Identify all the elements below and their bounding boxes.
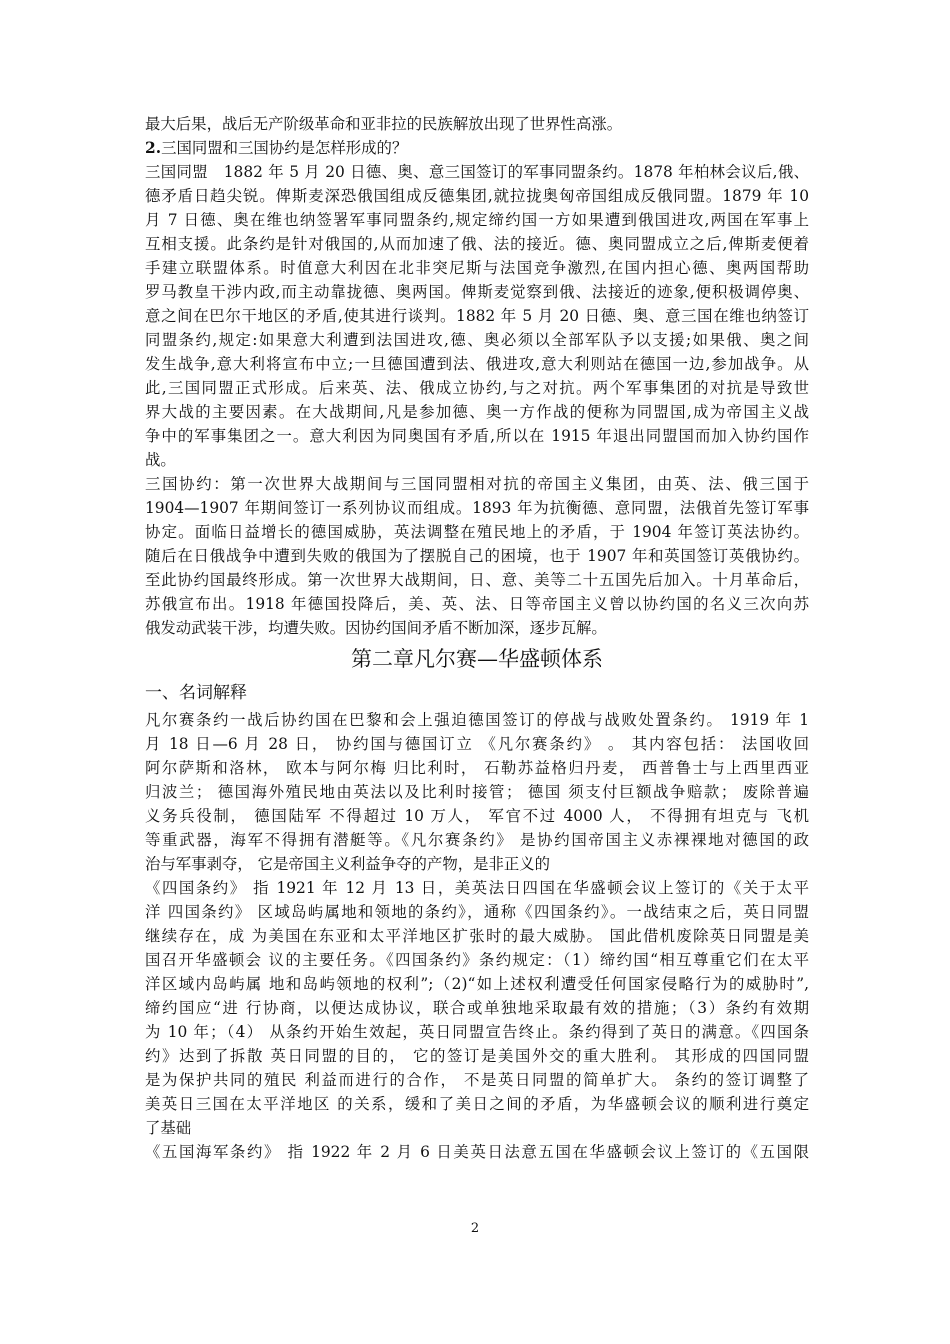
page-number: 2: [470, 1221, 480, 1236]
paragraph-line: 为 10 年；（4） 从条约开始生效起，英日同盟宣告终止。条约得到了英日的满意。《四国条: [145, 1023, 809, 1041]
intro-line: 最大后果，战后无产阶级革命和亚非拉的民族解放出现了世界性高涨。: [145, 115, 623, 133]
paragraph-line: 治与军事剥夺， 它是帝国主义利益争夺的产物，是非正义的: [145, 855, 551, 873]
paragraph-line: 了基础: [145, 1119, 192, 1137]
question-heading: [145, 136, 809, 160]
paragraph-line: 互相支援。此条约是针对俄国的,从而加速了俄、法的接近。德、奥同盟成立之后,俾斯麦便着: [145, 235, 809, 253]
paragraph-line: 《四国条约》 指 1921 年 12 月 13 日，美英法日四国在华盛顿会议上签订的《关于太平: [145, 879, 809, 897]
paragraph-line: 义务兵役制， 德国陆军 不得超过 10 万人， 军官不过 4000 人， 不得拥有坦克与 飞机: [145, 807, 809, 825]
paragraph-line: 洋 四国条约》 区域岛屿属地和领地的条约》，通称《四国条约》。一战结束之后，英日同盟: [145, 903, 809, 921]
paragraph-line: 此,三国同盟正式形成。后来英、法、俄成立协约,与之对抗。两个军事集团的对抗是导致世: [145, 379, 809, 397]
paragraph-line: 阿尔萨斯和洛林， 欧本与阿尔梅 归比利时， 石勒苏益格归丹麦， 西普鲁士与上西里西亚: [145, 759, 809, 777]
document-page: [145, 112, 809, 1164]
paragraph-line: 月 7 日德、奥在维也纳签署军事同盟条约,规定缔约国一方如果遭到俄国进攻,两国在军事上: [145, 211, 809, 229]
paragraph-line: 德矛盾日趋尖锐。俾斯麦深恐俄国组成反德集团,就拉拢奥匈帝国组成反俄同盟。1879 年 10: [145, 187, 809, 205]
paragraph-line: 协定。面临日益增长的德国威胁，英法调整在殖民地上的矛盾，于 1904 年签订英法协约。: [145, 523, 809, 541]
four-power-paragraph: [145, 876, 809, 1140]
paragraph-line: 同盟条约,规定:如果意大利遭到法国进攻,德、奥必须以全部军队予以支援;如果俄、奥之间: [145, 331, 809, 349]
paragraph-line: 至此协约国最终形成。第一次世界大战期间，日、意、美等二十五国先后加入。十月革命后，: [145, 571, 809, 589]
paragraph-line: 战。: [145, 451, 176, 469]
paragraph-line: 是为保护共同的殖民 利益而进行的合作， 不是英日同盟的简单扩大。 条约的签订调整了: [145, 1071, 809, 1089]
five-power-line: 《五国海军条约》 指 1922 年 2 月 6 日美英日法意五国在华盛顿会议上签订的《五国限: [145, 1143, 809, 1161]
triple-entente-paragraph: [145, 472, 809, 640]
paragraph-line: 月 18 日—6 月 28 日， 协约国与德国订立 《凡尔赛条约》 。 其内容包括： 法国收回: [145, 735, 809, 753]
paragraph-line: 随后在日俄战争中遭到失败的俄国为了摆脱自己的困境，也于 1907 年和英国签订英俄协约。: [145, 547, 809, 565]
paragraph-line: 美英日三国在太平洋地区 的关系，缓和了美日之间的矛盾，为华盛顿会议的顺利进行奠定: [145, 1095, 809, 1113]
paragraph-line: 俄发动武装干涉，均遭失败。因协约国间矛盾不断加深，逐步瓦解。: [145, 619, 607, 637]
paragraph-line: 1904—1907 年期间签订一系列协议而组成。1893 年为抗衡德、意同盟，法俄首先签订军事: [145, 499, 809, 517]
question-text: 三国同盟和三国协约是怎样形成的？: [161, 139, 408, 157]
paragraph-line: 三国协约：第一次世界大战期间与三国同盟相对抗的帝国主义集团，由英、法、俄三国于: [145, 475, 809, 493]
paragraph-line: 意之间在巴尔干地区的矛盾,使其进行谈判。1882 年 5 月 20 日德、奥、意三国在维也纳签订: [145, 307, 809, 325]
paragraph-line: 争中的军事集团之一。意大利因为同奥国有矛盾,所以在 1915 年退出同盟国而加入协约国作: [145, 427, 809, 445]
paragraph-line: 苏俄宣布出。1918 年德国投降后，美、英、法、日等帝国主义曾以协约国的名义三次向苏: [145, 595, 809, 613]
question-number: 2.: [145, 139, 162, 157]
paragraph-line: 手建立联盟体系。时值意大利因在北非突尼斯与法国竞争激烈,在国内担心德、奥两国帮助: [145, 259, 809, 277]
paragraph-line: 三国同盟 1882 年 5 月 20 日德、奥、意三国签订的军事同盟条约。1878 年柏林会议后,俄、: [145, 163, 809, 181]
paragraph-line: 缔约国应“进 行协商，以便达成协议，联合或单独地采取最有效的措施；（3）条约有效期: [145, 999, 809, 1017]
paragraph-line: 洋区域内岛屿属 地和岛屿领地的权利”;（2)“如上述权利遭受任何国家侵略行为的威胁时”,: [145, 975, 809, 993]
paragraph-line: 罗马教皇干涉内政,而主动靠拢德、奥两国。俾斯麦觉察到俄、法接近的迹象,便积极调停奥、: [145, 283, 809, 301]
triple-alliance-paragraph: [145, 160, 809, 472]
paragraph-line: 等重武器，海军不得拥有潜艇等。《凡尔赛条约》 是协约国帝国主义赤裸裸地对德国的政: [145, 831, 809, 849]
paragraph-line: 约》达到了拆散 英日同盟的目的， 它的签订是美国外交的重大胜利。 其形成的四国同盟: [145, 1047, 809, 1065]
paragraph-line: 凡尔赛条约一战后协约国在巴黎和会上强迫德国签订的停战与战败处置条约。 1919 年 1: [145, 711, 809, 729]
paragraph-line: 归波兰； 德国海外殖民地由英法以及比利时接管； 德国 须支付巨额战争赔款； 废除普遍: [145, 783, 809, 801]
versailles-paragraph: [145, 708, 809, 876]
paragraph-line: 界大战的主要因素。在大战期间,凡是参加德、奥一方作战的便称为同盟国,成为帝国主义战: [145, 403, 809, 421]
paragraph-line: 发生战争,意大利将宣布中立;一旦德国遭到法、俄进攻,意大利则站在德国一边,参加战争。从: [145, 355, 809, 373]
section-heading: 一、名词解释: [145, 683, 247, 703]
paragraph-line: 国召开华盛顿会 议的主要任务。《四国条约》条约规定：（1）缔约国“相互尊重它们在太平: [145, 951, 809, 969]
chapter-title: 第二章凡尔赛—华盛顿体系: [351, 647, 603, 671]
paragraph-line: 继续存在，成 为美国在东亚和太平洋地区扩张时的最大威胁。 国此借机废除英日同盟是美: [145, 927, 809, 945]
